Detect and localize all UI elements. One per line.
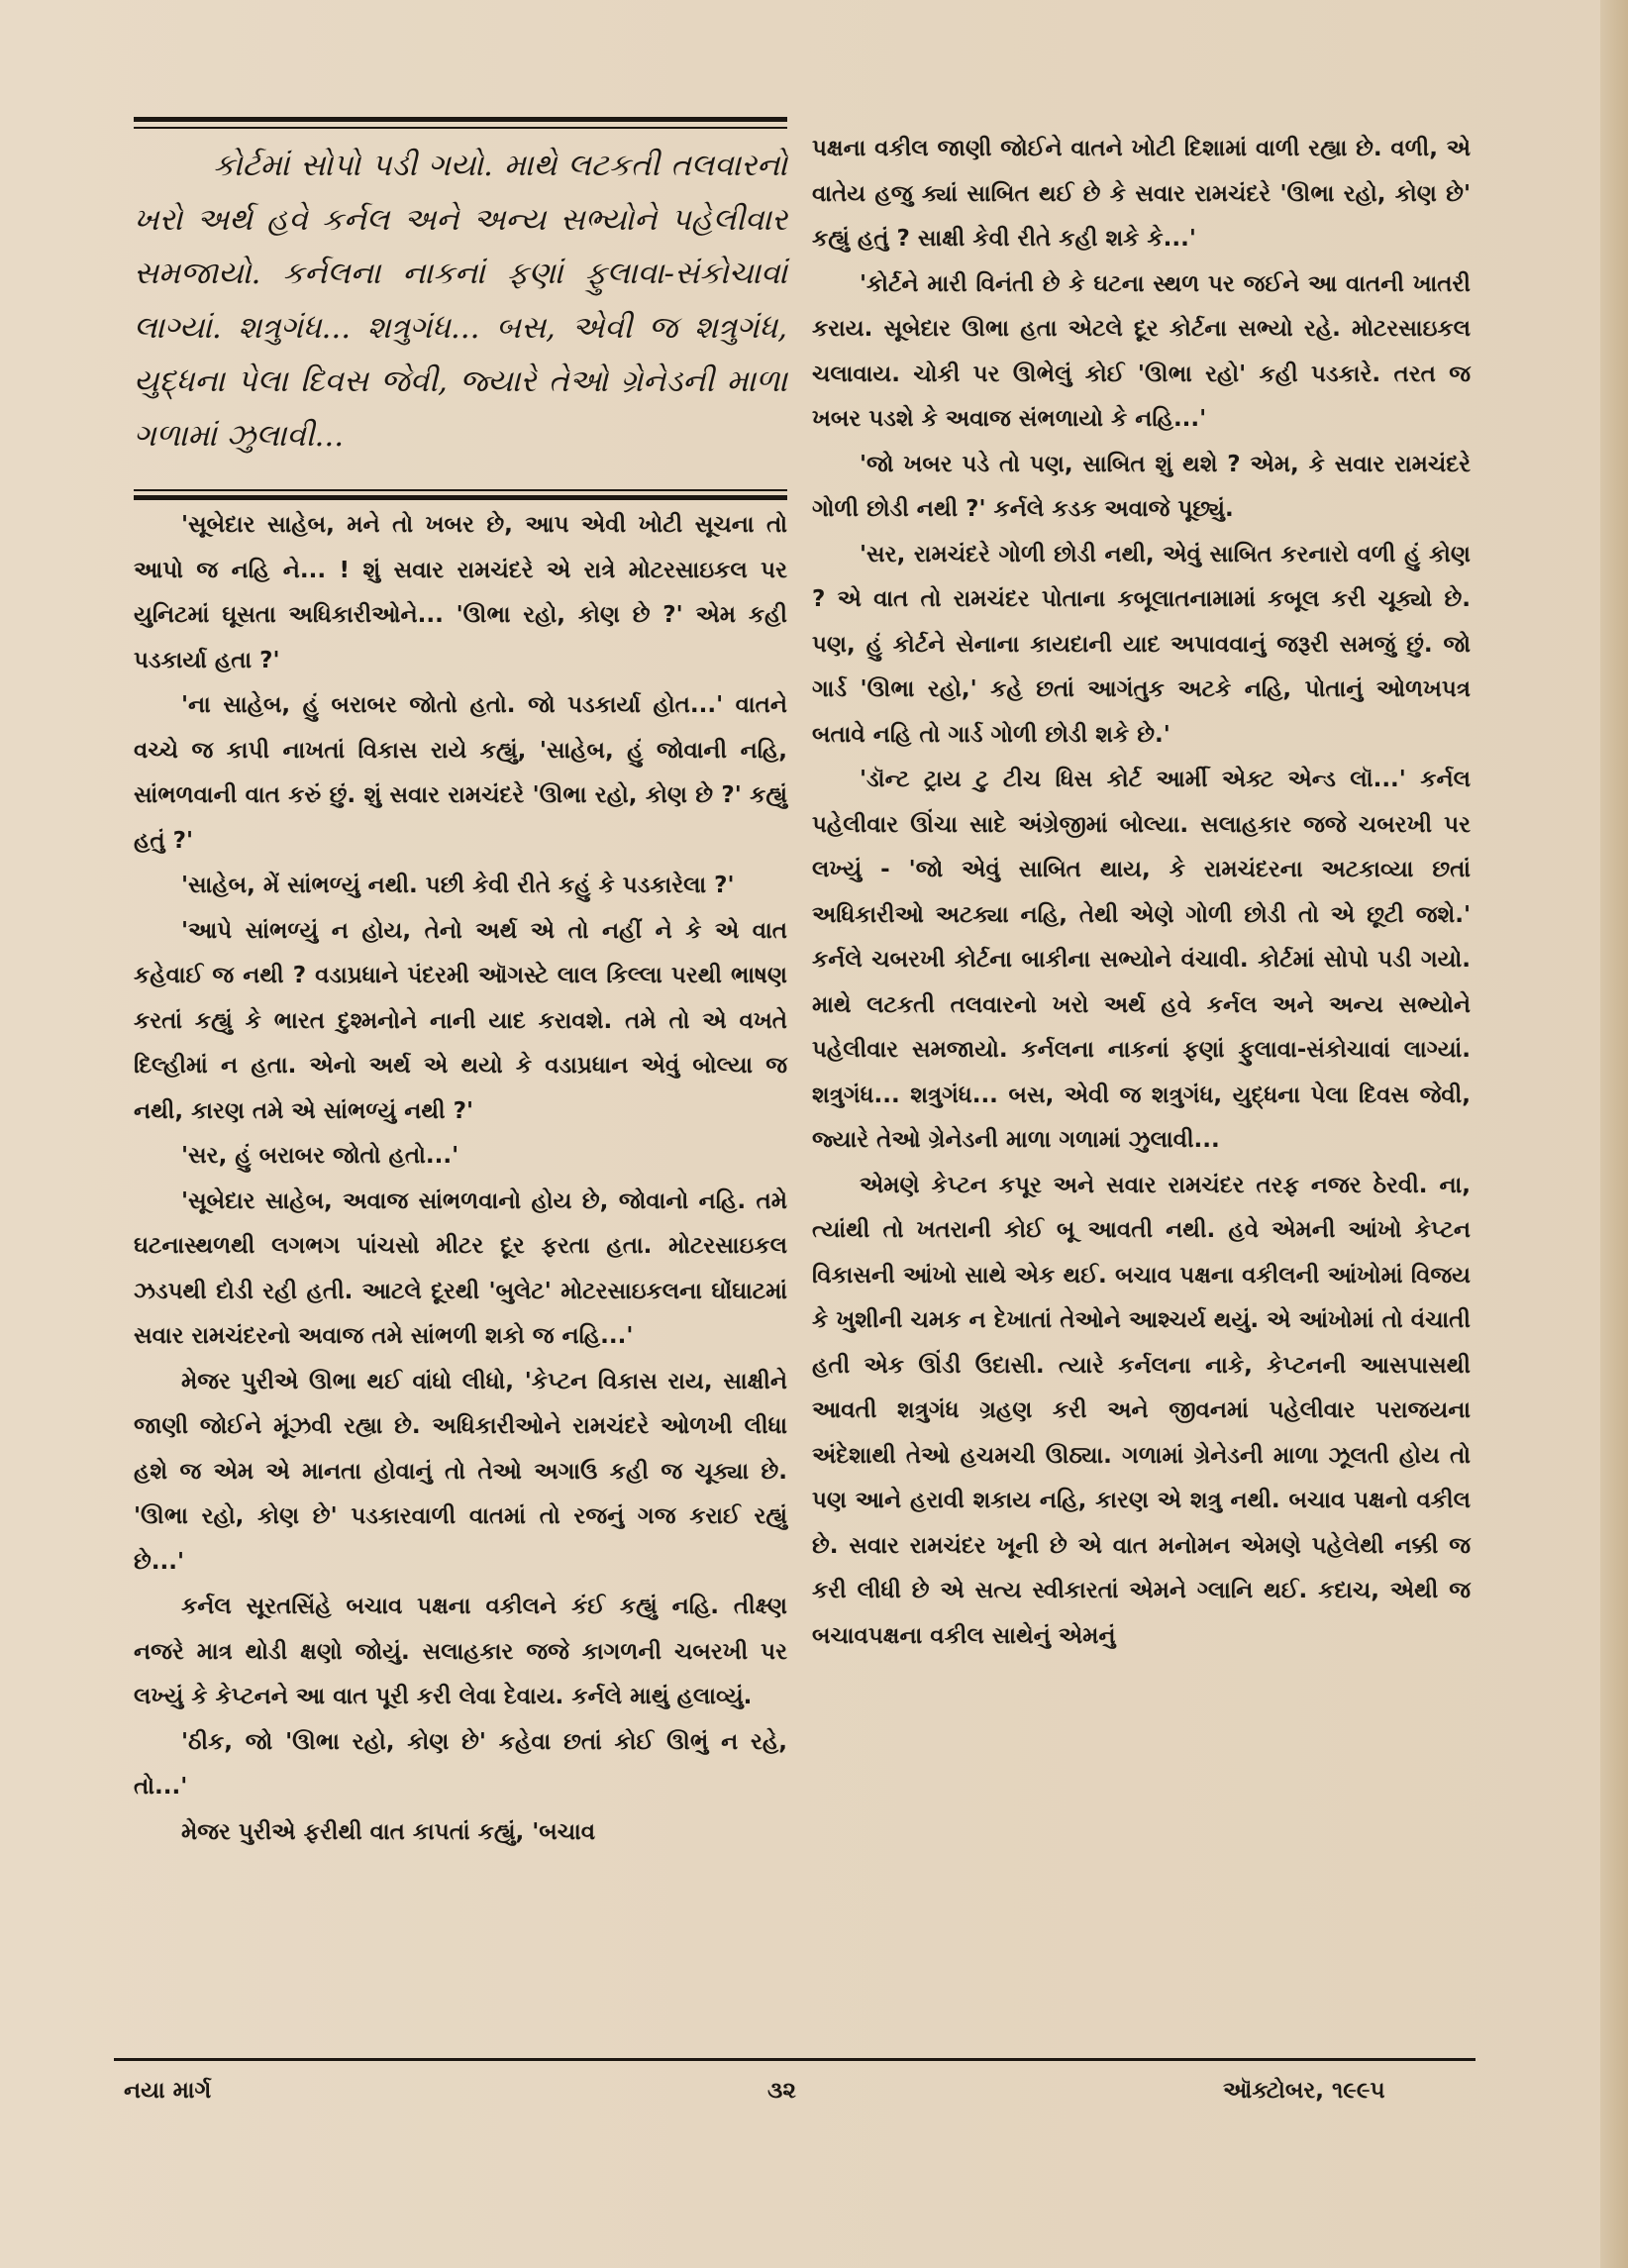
paragraph: 'જો ખબર પડે તો પણ, સાબિત શું થશે ? એમ, કે સવાર રામચંદરે ગોળી છોડી નથી ?' કર્નલે કડક અવાજે પૂછ્યું. xyxy=(812,451,1471,522)
paragraph: કર્નલ સૂરતસિંહે બચાવ પક્ષના વકીલને કંઈ કહ્યું નહિ. તીક્ષ્ણ નજરે માત્ર થોડી ક્ષણો જોયું. સલાહકાર જજે કાગળની ચબરખી પર લખ્યું કે કેપ્ટનને આ વાત પૂરી કરી લેવા દેવાય. કર્નલે માથું હલાવ્યું. xyxy=(134,1594,787,1709)
paragraph: પક્ષના વકીલ જાણી જોઈને વાતને ખોટી દિશામાં વાળી રહ્યા છે. વળી, એ વાતેય હજુ ક્યાં સાબિત થઈ છે કે સવાર રામચંદરે 'ઊભા રહો, કોણ છે' કહ્યું હતું ? સાક્ષી કેવી રીતે કહી શકે કે...' xyxy=(812,136,1471,252)
paragraph: 'કોર્ટને મારી વિનંતી છે કે ઘટના સ્થળ પર જઈને આ વાતની ખાતરી કરાય. સૂબેદાર ઊભા હતા એટલે દૂર કોર્ટના સભ્યો રહે. મોટરસાઇકલ ચલાવાય. ચોકી પર ઊભેલું કોઈ 'ઊભા રહો' કહી પડકારે. તરત જ ખબર પડશે કે અવાજ સંભળાયો કે નહિ...' xyxy=(812,270,1471,432)
paragraph: મેજર પુરીએ ફરીથી વાત કાપતાં કહ્યું, 'બચાવ xyxy=(181,1818,596,1845)
paragraph: 'સર, હું બરાબર જોતો હતો...' xyxy=(181,1143,459,1169)
paragraph: 'સૂબેદાર સાહેબ, અવાજ સાંભળવાનો હોય છે, જોવાનો નહિ. તમે ઘટનાસ્થળથી લગભગ પાંચસો મીટર દૂર ફરતા હતા. મોટરસાઇકલ ઝડપથી દોડી રહી હતી. આટલે દૂરથી 'બુલેટ' મોટરસાઇકલના ઘોંઘાટમાં સવાર રામચંદરનો અવાજ તમે સાંભળી શકો જ નહિ...' xyxy=(134,1187,787,1349)
magazine-name: નયા માર્ગ xyxy=(124,2078,212,2104)
pullquote xyxy=(134,139,787,463)
paragraph: 'સાહેબ, મેં સાંભળ્યું નથી. પછી કેવી રીતે કહું કે પડકારેલા ?' xyxy=(181,873,735,898)
paragraph: 'ઠીક, જો 'ઊભા રહો, કોણ છે' કહેવા છતાં કોઈ ઊભું ન રહે, તો...' xyxy=(134,1728,787,1800)
paragraph: 'સર, રામચંદરે ગોળી છોડી નથી, એવું સાબિત કરનારો વળી હું કોણ ? એ વાત તો રામચંદર પોતાના કબૂલાતનામામાં કબૂલ કરી ચૂક્યો છે. પણ, હું કોર્ટને સેનાના કાયદાની યાદ અપાવવાનું જરૂરી સમજું છું. જો ગાર્ડ 'ઊભા રહો,' કહે છતાં આગંતુક અટકે નહિ, પોતાનું ઓળખપત્ર બતાવે નહિ તો ગાર્ડ ગોળી છોડી શકે છે.' xyxy=(812,541,1471,748)
pullquote-bottom-rule xyxy=(134,495,787,500)
paragraph: 'ડૉન્ટ ટ્રાય ટુ ટીચ ધિસ કોર્ટ આર્મી એક્ટ એન્ડ લૉ...' કર્નલ પહેલીવાર ઊંચા સાદે અંગ્રેજીમાં બોલ્યા. સલાહકાર જજે ચબરખી પર લખ્યું - 'જો એવું સાબિત થાય, કે રામચંદરના અટકાવ્યા છતાં અધિકારીઓ અટક્યા નહિ, તેથી એણે ગોળી છોડી તો એ છૂટી જશે.' કર્નલે ચબરખી કોર્ટના બાકીના સભ્યોને વંચાવી. કોર્ટમાં સોપો પડી ગયો. માથે લટકતી તલવારનો ખરો અર્થ હવે કર્નલ અને અન્ય સભ્યોને પહેલીવાર સમજાયો. કર્નલના નાકનાં ફણાં ફુલાવા-સંકોચાવાં લાગ્યાં. શત્રુગંધ... શત્રુગંધ... બસ, એવી જ શત્રુગંધ, યુદ્ધના પેલા દિવસ જેવી, જ્યારે તેઓ ગ્રેનેડની માળા ગળામાં ઝુલાવી... xyxy=(812,767,1471,1153)
pullquote-text: કોર્ટમાં સોપો પડી ગયો. માથે લટકતી તલવારનો ખરો અર્થ હવે કર્નલ અને અન્ય સભ્યોને પહેલીવાર સમજાયો. કર્નલના નાકનાં ફણાં ફુલાવા-સંકોચાવાં લાગ્યાં. શત્રુગંધ... શત્રુગંધ... બસ, એવી જ શત્રુગંધ, યુદ્ધના પેલા દિવસ જેવી, જ્યારે તેઓ ગ્રેનેડની માળા ગળામાં ઝુલાવી... xyxy=(134,148,787,454)
paragraph: 'ના સાહેબ, હું બરાબર જોતો હતો. જો પડકાર્યા હોત...' વાતને વચ્ચે જ કાપી નાખતાં વિકાસ રાયે કહ્યું, 'સાહેબ, હું જોવાની નહિ, સાંભળવાની વાત કરું છું. શું સવાર રામચંદરે 'ઊભા રહો, કોણ છે ?' કહ્યું હતું ?' xyxy=(134,692,787,854)
pullquote-bottom-rule-thin xyxy=(134,489,787,491)
paragraph: મેજર પુરીએ ઊભા થઈ વાંધો લીધો, 'કેપ્ટન વિકાસ રાય, સાક્ષીને જાણી જોઈને મૂંઝવી રહ્યા છે. અધિકારીઓને રામચંદરે ઓળખી લીધા હશે જ એમ એ માનતા હોવાનું તો તેઓ અગાઉ કહી જ ચૂક્યા છે. 'ઊભા રહો, કોણ છે' પડકારવાળી વાતમાં તો રજનું ગજ કરાઈ રહ્યું છે...' xyxy=(134,1368,787,1575)
pullquote-top-rule xyxy=(134,117,787,122)
footer-rule xyxy=(114,2058,1475,2061)
left-column-text xyxy=(134,503,787,1855)
page-edge xyxy=(1600,0,1628,2268)
issue-date: ઑક્ટોબર, ૧૯૯૫ xyxy=(1223,2078,1385,2104)
right-column-text xyxy=(812,127,1471,1659)
paragraph: એમણે કેપ્ટન કપૂર અને સવાર રામચંદર તરફ નજર ઠેરવી. ના, ત્યાંથી તો ખતરાની કોઈ બૂ આવતી નથી. હવે એમની આંખો કેપ્ટન વિકાસની આંખો સાથે એક થઈ. બચાવ પક્ષના વકીલની આંખોમાં વિજય કે ખુશીની ચમક ન દેખાતાં તેઓને આશ્ચર્ય થયું. એ આંખોમાં તો વંચાતી હતી એક ઊંડી ઉદાસી. ત્યારે કર્નલના નાકે, કેપ્ટનની આસપાસથી આવતી શત્રુગંધ ગ્રહણ કરી અને જીવનમાં પહેલીવાર પરાજયના અંદેશાથી તેઓ હચમચી ઊઠ્યા. ગળામાં ગ્રેનેડની માળા ઝૂલતી હોય તો પણ આને હરાવી શકાય નહિ, કારણ એ શત્રુ નથી. બચાવ પક્ષનો વકીલ છે. સવાર રામચંદર ખૂની છે એ વાત મનોમન એમણે પહેલેથી નક્કી જ કરી લીધી છે એ સત્ય સ્વીકારતાં એમને ગ્લાનિ થઈ. કદાચ, એથી જ બચાવપક્ષના વકીલ સાથેનું એમનું xyxy=(812,1172,1471,1649)
pullquote-top-rule-thin xyxy=(134,127,787,129)
paragraph: 'આપે સાંભળ્યું ન હોય, તેનો અર્થ એ તો નહીં ને કે એ વાત કહેવાઈ જ નથી ? વડાપ્રધાને પંદરમી ઑગસ્ટે લાલ કિલ્લા પરથી ભાષણ કરતાં કહ્યું કે ભારત દુશ્મનોને નાની યાદ કરાવશે. તમે તો એ વખતે દિલ્હીમાં ન હતા. એનો અર્થ એ થયો કે વડાપ્રધાન એવું બોલ્યા જ નથી, કારણ તમે એ સાંભળ્યું નથી ?' xyxy=(134,917,787,1124)
page-number: ૩૨ xyxy=(767,2078,796,2104)
paragraph: 'સૂબેદાર સાહેબ, મને તો ખબર છે, આપ એવી ખોટી સૂચના તો આપો જ નહિ ને... ! શું સવાર રામચંદરે એ રાત્રે મોટરસાઇકલ પર યુનિટમાં ઘૂસતા અધિકારીઓને... 'ઊભા રહો, કોણ છે ?' એમ કહી પડકાર્યા હતા ?' xyxy=(134,512,787,673)
